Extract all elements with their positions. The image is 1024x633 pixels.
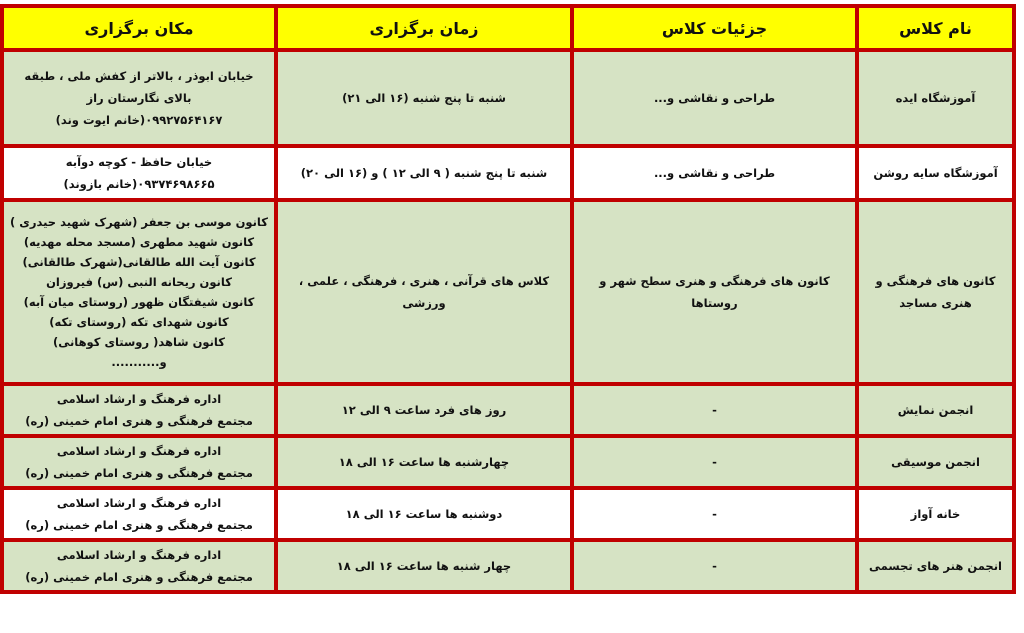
class-name-cell: انجمن موسیقی <box>859 438 1012 486</box>
table-row <box>4 52 1012 144</box>
place-line: اداره فرهنگ و ارشاد اسلامی <box>56 496 222 510</box>
class-details-cell: طراحی و نقاشی و... <box>574 52 855 144</box>
time-cell: دوشنبه ها ساعت ۱۶ الی ۱۸ <box>278 490 570 538</box>
place-line: کانون شیفتگان ظهور (روستای میان آبه) <box>23 295 255 309</box>
place-line: کانون شهید مطهری (مسجد محله مهدیه) <box>23 235 255 249</box>
place-line: کانون آیت الله طالقانی(شهرک طالقانی) <box>22 255 256 269</box>
place-line: خیابان ابوذر ، بالاتر از کفش ملی ، طبقه <box>24 69 254 83</box>
table-row <box>4 386 1012 434</box>
table-row <box>4 148 1012 198</box>
place-line: بالای نگارستان راز <box>86 91 192 105</box>
header-time: زمان برگزاری <box>278 8 570 48</box>
class-schedule-table <box>0 4 1016 594</box>
place-line: مجتمع فرهنگی و هنری امام خمینی (ره) <box>25 518 253 532</box>
time-cell: چهار شنبه ها ساعت ۱۶ الی ۱۸ <box>278 542 570 590</box>
time-cell: شنبه تا پنج شنبه ( ۹ الی ۱۲ ) و (۱۶ الی ۲۰) <box>278 148 570 198</box>
place-cell <box>4 438 274 486</box>
class-details-cell: - <box>574 438 855 486</box>
time-cell: روز های فرد ساعت ۹ الی ۱۲ <box>278 386 570 434</box>
class-name-cell: آموزشگاه ایده <box>859 52 1012 144</box>
place-line: کانون موسی بن جعفر (شهرک شهید حیدری ) <box>10 215 268 229</box>
table-row <box>4 490 1012 538</box>
time-cell: چهارشنبه ها ساعت ۱۶ الی ۱۸ <box>278 438 570 486</box>
class-details-cell: کانون های فرهنگی و هنری سطح شهر و روستاها <box>574 202 855 382</box>
schedule-sheet <box>4 4 1016 594</box>
header-class-details: جزئیات کلاس <box>574 8 855 48</box>
place-cell <box>4 542 274 590</box>
place-line: کانون ریحانه النبی (س) فیروزان <box>46 275 232 289</box>
class-details-cell: طراحی و نقاشی و... <box>574 148 855 198</box>
class-name-cell: آموزشگاه سایه روشن <box>859 148 1012 198</box>
place-cell <box>4 386 274 434</box>
time-cell: کلاس های قرآنی ، هنری ، فرهنگی ، علمی ، ورزشی <box>278 202 570 382</box>
place-line: کانون شاهد( روستای کوهانی) <box>53 335 225 349</box>
class-details-cell: - <box>574 386 855 434</box>
class-details-cell: - <box>574 542 855 590</box>
place-cell <box>4 202 274 382</box>
place-line: مجتمع فرهنگی و هنری امام خمینی (ره) <box>25 466 253 480</box>
table-row <box>4 542 1012 590</box>
place-line: مجتمع فرهنگی و هنری امام خمینی (ره) <box>25 414 253 428</box>
table-row <box>4 438 1012 486</box>
class-name-cell: انجمن هنر های تجسمی <box>859 542 1012 590</box>
header-class-name: نام کلاس <box>859 8 1012 48</box>
class-name-cell: کانون های فرهنگی و هنری مساجد <box>859 202 1012 382</box>
class-details-cell: - <box>574 490 855 538</box>
header-place: مکان برگزاری <box>4 8 274 48</box>
place-line: اداره فرهنگ و ارشاد اسلامی <box>56 444 222 458</box>
place-line: اداره فرهنگ و ارشاد اسلامی <box>56 392 222 406</box>
place-line: ۰۹۳۷۴۶۹۸۶۶۵(خانم بازوند) <box>63 177 215 191</box>
place-line: ۰۹۹۲۷۵۶۴۱۶۷(خانم ایوت وند) <box>55 113 223 127</box>
place-line: خیابان حافظ - کوچه دوآبه <box>65 155 213 169</box>
class-name-cell: خانه آواز <box>859 490 1012 538</box>
place-line: مجتمع فرهنگی و هنری امام خمینی (ره) <box>25 570 253 584</box>
place-line: کانون شهدای تکه (روستای تکه) <box>49 315 229 329</box>
header-row <box>4 8 1012 48</box>
place-cell <box>4 148 274 198</box>
table-row <box>4 202 1012 382</box>
place-line: و........... <box>111 355 167 369</box>
place-cell <box>4 52 274 144</box>
place-cell <box>4 490 274 538</box>
time-cell: شنبه تا پنج شنبه (۱۶ الی ۲۱) <box>278 52 570 144</box>
place-line: اداره فرهنگ و ارشاد اسلامی <box>56 548 222 562</box>
class-name-cell: انجمن نمایش <box>859 386 1012 434</box>
